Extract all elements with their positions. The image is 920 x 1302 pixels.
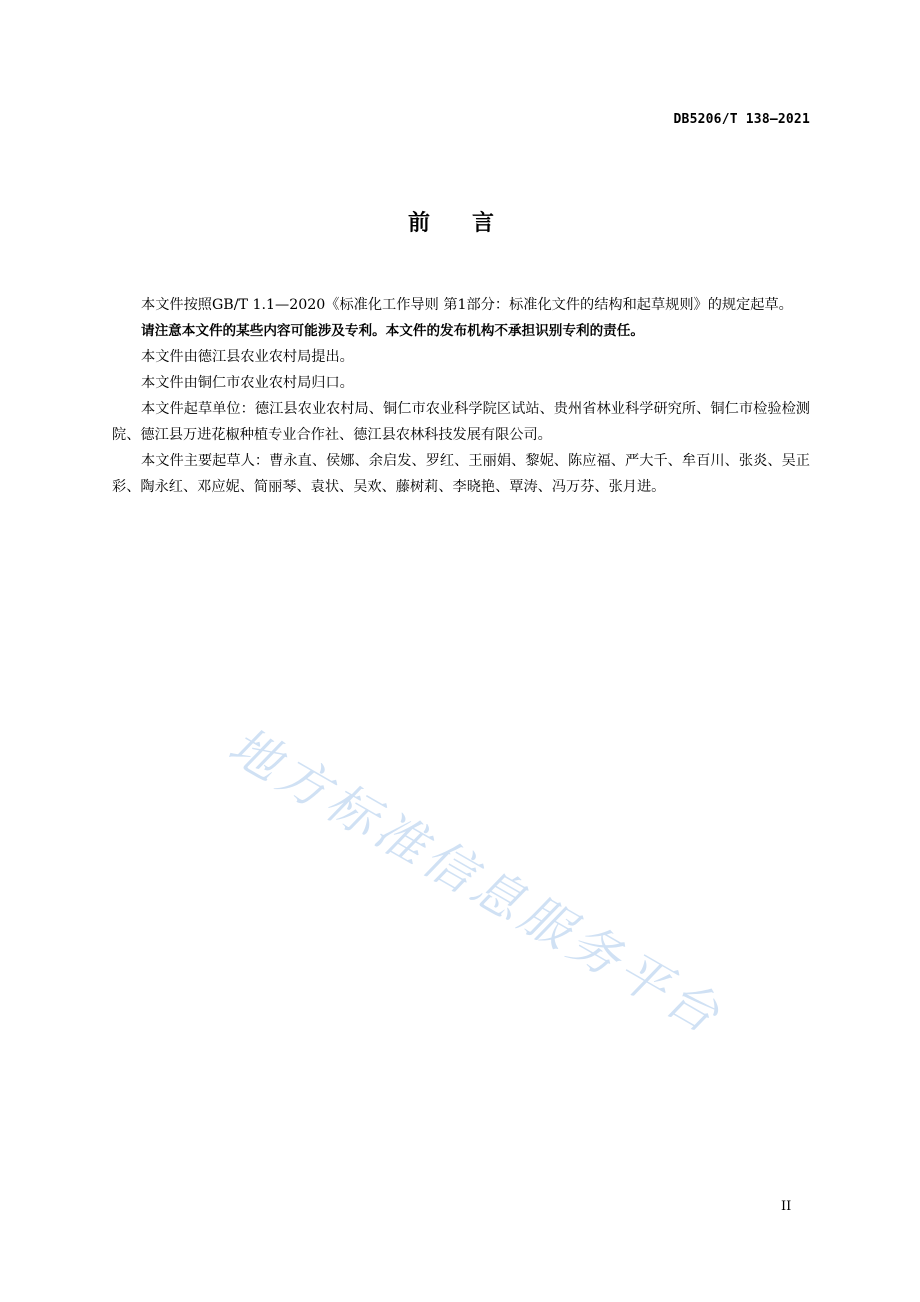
paragraph-proposer: 本文件由德江县农业农村局提出。 bbox=[141, 349, 354, 365]
paragraph-drafting-rules: 本文件按照GB/T 1.1—2020《标准化工作导则 第1部分：标准化文件的结构和起草规则》的规定起草。 bbox=[141, 297, 793, 313]
paragraph-patent-notice: 请注意本文件的某些内容可能涉及专利。本文件的发布机构不承担识别专利的责任。 bbox=[141, 323, 644, 339]
paragraph-drafters: 本文件主要起草人：曹永直、侯娜、余启发、罗红、王丽娟、黎妮、陈应福、严大千、牟百川、张炎、吴正彩、陶永红、邓应妮、简丽琴、袁状、吴欢、藤树莉、李晓艳、覃涛、冯万芬、张月进。 bbox=[112, 453, 810, 495]
watermark-text: 地方标准信息服务平台 bbox=[219, 716, 733, 1047]
paragraph-drafting-units: 本文件起草单位：德江县农业农村局、铜仁市农业科学院区试站、贵州省林业科学研究所、铜仁市检验检测院、德江县万进花椒种植专业合作社、德江县农林科技发展有限公司。 bbox=[112, 401, 810, 443]
foreword-body bbox=[112, 292, 810, 500]
page-number: II bbox=[781, 1199, 792, 1214]
page-title: 前言 bbox=[407, 211, 536, 236]
paragraph-administrator: 本文件由铜仁市农业农村局归口。 bbox=[141, 375, 354, 391]
document-number: DB5206/T 138—2021 bbox=[673, 112, 810, 127]
